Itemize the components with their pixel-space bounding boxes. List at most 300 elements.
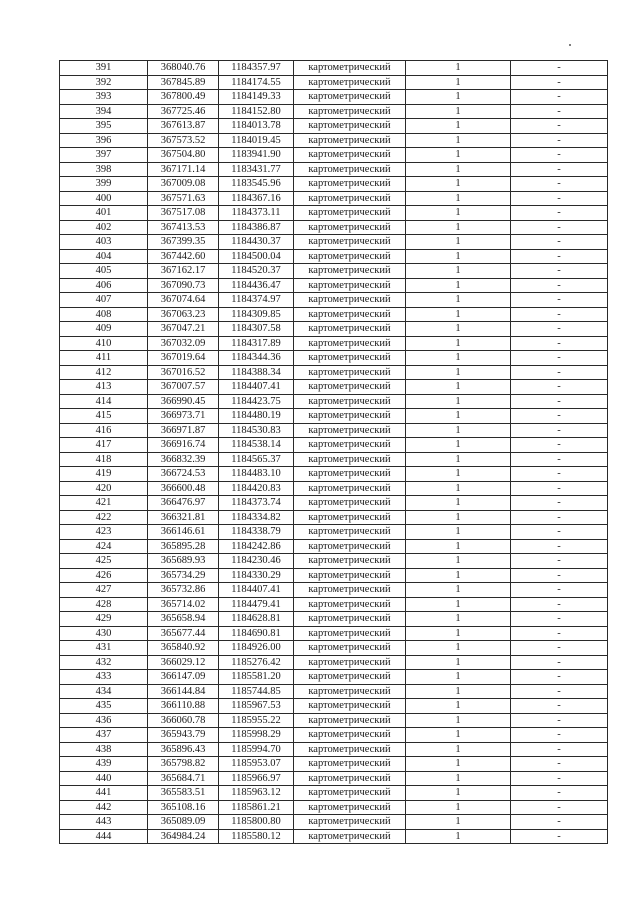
note-cell: -: [511, 626, 608, 641]
method-cell: картометрический: [294, 249, 406, 264]
point-number-cell: 394: [60, 104, 148, 119]
point-number-cell: 402: [60, 220, 148, 235]
method-cell: картометрический: [294, 220, 406, 235]
x-coordinate-cell: 367171.14: [148, 162, 219, 177]
point-number-cell: 399: [60, 177, 148, 192]
accuracy-cell: 1: [406, 786, 511, 801]
point-number-cell: 393: [60, 90, 148, 105]
y-coordinate-cell: 1184430.37: [219, 235, 294, 250]
method-cell: картометрический: [294, 800, 406, 815]
x-coordinate-cell: 366321.81: [148, 510, 219, 525]
method-cell: картометрический: [294, 641, 406, 656]
y-coordinate-cell: 1184317.89: [219, 336, 294, 351]
accuracy-cell: 1: [406, 641, 511, 656]
y-coordinate-cell: 1184480.19: [219, 409, 294, 424]
x-coordinate-cell: 365896.43: [148, 742, 219, 757]
x-coordinate-cell: 366600.48: [148, 481, 219, 496]
point-number-cell: 429: [60, 612, 148, 627]
y-coordinate-cell: 1184628.81: [219, 612, 294, 627]
x-coordinate-cell: 365658.94: [148, 612, 219, 627]
accuracy-cell: 1: [406, 394, 511, 409]
accuracy-cell: 1: [406, 235, 511, 250]
point-number-cell: 415: [60, 409, 148, 424]
y-coordinate-cell: 1183545.96: [219, 177, 294, 192]
table-row: [60, 510, 608, 525]
y-coordinate-cell: 1185800.80: [219, 815, 294, 830]
accuracy-cell: 1: [406, 496, 511, 511]
method-cell: картометрический: [294, 612, 406, 627]
x-coordinate-cell: 367016.52: [148, 365, 219, 380]
note-cell: -: [511, 380, 608, 395]
point-number-cell: 437: [60, 728, 148, 743]
table-row: [60, 162, 608, 177]
x-coordinate-cell: 367504.80: [148, 148, 219, 163]
x-coordinate-cell: 364984.24: [148, 829, 219, 844]
method-cell: картометрический: [294, 148, 406, 163]
note-cell: -: [511, 612, 608, 627]
x-coordinate-cell: 365734.29: [148, 568, 219, 583]
method-cell: картометрический: [294, 815, 406, 830]
method-cell: картометрический: [294, 829, 406, 844]
note-cell: -: [511, 365, 608, 380]
table-row: [60, 394, 608, 409]
point-number-cell: 423: [60, 525, 148, 540]
accuracy-cell: 1: [406, 757, 511, 772]
note-cell: -: [511, 568, 608, 583]
method-cell: картометрический: [294, 191, 406, 206]
note-cell: -: [511, 539, 608, 554]
method-cell: картометрический: [294, 554, 406, 569]
method-cell: картометрический: [294, 293, 406, 308]
note-cell: -: [511, 684, 608, 699]
table-row: [60, 568, 608, 583]
point-number-cell: 444: [60, 829, 148, 844]
table-row: [60, 742, 608, 757]
x-coordinate-cell: 366990.45: [148, 394, 219, 409]
y-coordinate-cell: 1184307.58: [219, 322, 294, 337]
table-row: [60, 452, 608, 467]
point-number-cell: 411: [60, 351, 148, 366]
table-row: [60, 655, 608, 670]
point-number-cell: 416: [60, 423, 148, 438]
table-row: [60, 626, 608, 641]
x-coordinate-cell: 367047.21: [148, 322, 219, 337]
y-coordinate-cell: 1184357.97: [219, 61, 294, 76]
x-coordinate-cell: 366147.09: [148, 670, 219, 685]
note-cell: -: [511, 423, 608, 438]
y-coordinate-cell: 1184530.83: [219, 423, 294, 438]
point-number-cell: 397: [60, 148, 148, 163]
note-cell: -: [511, 264, 608, 279]
point-number-cell: 391: [60, 61, 148, 76]
table-row: [60, 380, 608, 395]
accuracy-cell: 1: [406, 568, 511, 583]
method-cell: картометрический: [294, 467, 406, 482]
note-cell: -: [511, 481, 608, 496]
method-cell: картометрический: [294, 104, 406, 119]
y-coordinate-cell: 1184565.37: [219, 452, 294, 467]
table-row: [60, 249, 608, 264]
method-cell: картометрический: [294, 568, 406, 583]
note-cell: -: [511, 90, 608, 105]
y-coordinate-cell: 1185861.21: [219, 800, 294, 815]
method-cell: картометрический: [294, 119, 406, 134]
y-coordinate-cell: 1185580.12: [219, 829, 294, 844]
method-cell: картометрический: [294, 307, 406, 322]
accuracy-cell: 1: [406, 322, 511, 337]
table-row: [60, 684, 608, 699]
point-number-cell: 408: [60, 307, 148, 322]
x-coordinate-cell: 365677.44: [148, 626, 219, 641]
table-row: [60, 757, 608, 772]
note-cell: -: [511, 133, 608, 148]
table-row: [60, 148, 608, 163]
point-number-cell: 401: [60, 206, 148, 221]
accuracy-cell: 1: [406, 119, 511, 134]
coordinates-table: [59, 60, 608, 844]
table-row: [60, 104, 608, 119]
table-row: [60, 133, 608, 148]
table-row: [60, 815, 608, 830]
accuracy-cell: 1: [406, 452, 511, 467]
method-cell: картометрический: [294, 525, 406, 540]
note-cell: -: [511, 220, 608, 235]
accuracy-cell: 1: [406, 380, 511, 395]
point-number-cell: 396: [60, 133, 148, 148]
accuracy-cell: 1: [406, 148, 511, 163]
point-number-cell: 438: [60, 742, 148, 757]
accuracy-cell: 1: [406, 177, 511, 192]
x-coordinate-cell: 367413.53: [148, 220, 219, 235]
point-number-cell: 436: [60, 713, 148, 728]
point-number-cell: 431: [60, 641, 148, 656]
y-coordinate-cell: 1185581.20: [219, 670, 294, 685]
accuracy-cell: 1: [406, 104, 511, 119]
x-coordinate-cell: 367007.57: [148, 380, 219, 395]
method-cell: картометрический: [294, 510, 406, 525]
note-cell: -: [511, 597, 608, 612]
accuracy-cell: 1: [406, 467, 511, 482]
method-cell: картометрический: [294, 757, 406, 772]
x-coordinate-cell: 367800.49: [148, 90, 219, 105]
x-coordinate-cell: 366144.84: [148, 684, 219, 699]
accuracy-cell: 1: [406, 713, 511, 728]
y-coordinate-cell: 1184013.78: [219, 119, 294, 134]
point-number-cell: 421: [60, 496, 148, 511]
note-cell: -: [511, 235, 608, 250]
accuracy-cell: 1: [406, 75, 511, 90]
accuracy-cell: 1: [406, 278, 511, 293]
note-cell: -: [511, 583, 608, 598]
table-row: [60, 423, 608, 438]
point-number-cell: 406: [60, 278, 148, 293]
table-row: [60, 220, 608, 235]
accuracy-cell: 1: [406, 583, 511, 598]
method-cell: картометрический: [294, 206, 406, 221]
x-coordinate-cell: 366110.88: [148, 699, 219, 714]
table-row: [60, 699, 608, 714]
accuracy-cell: 1: [406, 815, 511, 830]
accuracy-cell: 1: [406, 90, 511, 105]
point-number-cell: 409: [60, 322, 148, 337]
note-cell: -: [511, 467, 608, 482]
y-coordinate-cell: 1184690.81: [219, 626, 294, 641]
x-coordinate-cell: 367090.73: [148, 278, 219, 293]
y-coordinate-cell: 1183941.90: [219, 148, 294, 163]
note-cell: -: [511, 148, 608, 163]
x-coordinate-cell: 367442.60: [148, 249, 219, 264]
note-cell: -: [511, 119, 608, 134]
y-coordinate-cell: 1184386.87: [219, 220, 294, 235]
note-cell: -: [511, 191, 608, 206]
table-row: [60, 61, 608, 76]
point-number-cell: 417: [60, 438, 148, 453]
note-cell: -: [511, 815, 608, 830]
x-coordinate-cell: 365732.86: [148, 583, 219, 598]
accuracy-cell: 1: [406, 409, 511, 424]
note-cell: -: [511, 655, 608, 670]
note-cell: -: [511, 394, 608, 409]
method-cell: картометрический: [294, 75, 406, 90]
y-coordinate-cell: 1184500.04: [219, 249, 294, 264]
method-cell: картометрический: [294, 699, 406, 714]
table-row: [60, 235, 608, 250]
note-cell: -: [511, 61, 608, 76]
method-cell: картометрический: [294, 496, 406, 511]
point-number-cell: 414: [60, 394, 148, 409]
table-row: [60, 119, 608, 134]
method-cell: картометрический: [294, 713, 406, 728]
point-number-cell: 422: [60, 510, 148, 525]
accuracy-cell: 1: [406, 684, 511, 699]
table-row: [60, 336, 608, 351]
x-coordinate-cell: 367573.52: [148, 133, 219, 148]
point-number-cell: 424: [60, 539, 148, 554]
y-coordinate-cell: 1184242.86: [219, 539, 294, 554]
y-coordinate-cell: 1184538.14: [219, 438, 294, 453]
accuracy-cell: 1: [406, 293, 511, 308]
y-coordinate-cell: 1185994.70: [219, 742, 294, 757]
y-coordinate-cell: 1184230.46: [219, 554, 294, 569]
method-cell: картометрический: [294, 278, 406, 293]
y-coordinate-cell: 1184367.16: [219, 191, 294, 206]
y-coordinate-cell: 1184407.41: [219, 583, 294, 598]
point-number-cell: 398: [60, 162, 148, 177]
table-row: [60, 293, 608, 308]
note-cell: -: [511, 800, 608, 815]
y-coordinate-cell: 1184330.29: [219, 568, 294, 583]
x-coordinate-cell: 365684.71: [148, 771, 219, 786]
accuracy-cell: 1: [406, 597, 511, 612]
accuracy-cell: 1: [406, 133, 511, 148]
point-number-cell: 433: [60, 670, 148, 685]
accuracy-cell: 1: [406, 336, 511, 351]
note-cell: -: [511, 249, 608, 264]
note-cell: -: [511, 322, 608, 337]
x-coordinate-cell: 365840.92: [148, 641, 219, 656]
y-coordinate-cell: 1184388.34: [219, 365, 294, 380]
method-cell: картометрический: [294, 394, 406, 409]
y-coordinate-cell: 1184373.11: [219, 206, 294, 221]
point-number-cell: 443: [60, 815, 148, 830]
note-cell: -: [511, 307, 608, 322]
table-row: [60, 278, 608, 293]
x-coordinate-cell: 367009.08: [148, 177, 219, 192]
y-coordinate-cell: 1184520.37: [219, 264, 294, 279]
table-row: [60, 713, 608, 728]
x-coordinate-cell: 367074.64: [148, 293, 219, 308]
note-cell: -: [511, 206, 608, 221]
accuracy-cell: 1: [406, 612, 511, 627]
point-number-cell: 392: [60, 75, 148, 90]
point-number-cell: 434: [60, 684, 148, 699]
method-cell: картометрический: [294, 786, 406, 801]
table-row: [60, 525, 608, 540]
x-coordinate-cell: 367019.64: [148, 351, 219, 366]
point-number-cell: 426: [60, 568, 148, 583]
method-cell: картометрический: [294, 670, 406, 685]
accuracy-cell: 1: [406, 351, 511, 366]
y-coordinate-cell: 1184174.55: [219, 75, 294, 90]
table-row: [60, 307, 608, 322]
x-coordinate-cell: 366029.12: [148, 655, 219, 670]
note-cell: -: [511, 496, 608, 511]
x-coordinate-cell: 366724.53: [148, 467, 219, 482]
accuracy-cell: 1: [406, 728, 511, 743]
x-coordinate-cell: 367725.46: [148, 104, 219, 119]
accuracy-cell: 1: [406, 655, 511, 670]
table-row: [60, 90, 608, 105]
accuracy-cell: 1: [406, 525, 511, 540]
note-cell: -: [511, 336, 608, 351]
note-cell: -: [511, 510, 608, 525]
table-row: [60, 481, 608, 496]
x-coordinate-cell: 367613.87: [148, 119, 219, 134]
y-coordinate-cell: 1185967.53: [219, 699, 294, 714]
x-coordinate-cell: 365689.93: [148, 554, 219, 569]
method-cell: картометрический: [294, 481, 406, 496]
table-row: [60, 177, 608, 192]
point-number-cell: 420: [60, 481, 148, 496]
x-coordinate-cell: 367399.35: [148, 235, 219, 250]
accuracy-cell: 1: [406, 307, 511, 322]
note-cell: -: [511, 452, 608, 467]
x-coordinate-cell: 366916.74: [148, 438, 219, 453]
y-coordinate-cell: 1185963.12: [219, 786, 294, 801]
y-coordinate-cell: 1185953.07: [219, 757, 294, 772]
table-row: [60, 583, 608, 598]
point-number-cell: 403: [60, 235, 148, 250]
y-coordinate-cell: 1184338.79: [219, 525, 294, 540]
point-number-cell: 410: [60, 336, 148, 351]
table-row: [60, 641, 608, 656]
table-row: [60, 786, 608, 801]
y-coordinate-cell: 1184019.45: [219, 133, 294, 148]
table-row: [60, 351, 608, 366]
x-coordinate-cell: 365089.09: [148, 815, 219, 830]
point-number-cell: 441: [60, 786, 148, 801]
x-coordinate-cell: 367162.17: [148, 264, 219, 279]
accuracy-cell: 1: [406, 554, 511, 569]
method-cell: картометрический: [294, 684, 406, 699]
note-cell: -: [511, 525, 608, 540]
method-cell: картометрический: [294, 423, 406, 438]
y-coordinate-cell: 1184436.47: [219, 278, 294, 293]
method-cell: картометрический: [294, 742, 406, 757]
accuracy-cell: 1: [406, 220, 511, 235]
y-coordinate-cell: 1184479.41: [219, 597, 294, 612]
note-cell: -: [511, 742, 608, 757]
method-cell: картометрический: [294, 235, 406, 250]
scan-mark: [569, 44, 571, 46]
accuracy-cell: 1: [406, 264, 511, 279]
table-row: [60, 75, 608, 90]
y-coordinate-cell: 1184407.41: [219, 380, 294, 395]
x-coordinate-cell: 368040.76: [148, 61, 219, 76]
point-number-cell: 395: [60, 119, 148, 134]
x-coordinate-cell: 365895.28: [148, 539, 219, 554]
y-coordinate-cell: 1184309.85: [219, 307, 294, 322]
accuracy-cell: 1: [406, 365, 511, 380]
point-number-cell: 439: [60, 757, 148, 772]
accuracy-cell: 1: [406, 61, 511, 76]
point-number-cell: 404: [60, 249, 148, 264]
y-coordinate-cell: 1184152.80: [219, 104, 294, 119]
accuracy-cell: 1: [406, 206, 511, 221]
method-cell: картометрический: [294, 626, 406, 641]
y-coordinate-cell: 1185966.97: [219, 771, 294, 786]
table-row: [60, 322, 608, 337]
accuracy-cell: 1: [406, 191, 511, 206]
x-coordinate-cell: 365714.02: [148, 597, 219, 612]
table-row: [60, 264, 608, 279]
method-cell: картометрический: [294, 438, 406, 453]
method-cell: картометрический: [294, 61, 406, 76]
table-row: [60, 539, 608, 554]
table-row: [60, 728, 608, 743]
note-cell: -: [511, 670, 608, 685]
method-cell: картометрический: [294, 452, 406, 467]
y-coordinate-cell: 1184344.36: [219, 351, 294, 366]
method-cell: картометрический: [294, 583, 406, 598]
coordinates-table-body: [60, 61, 608, 844]
note-cell: -: [511, 699, 608, 714]
x-coordinate-cell: 365943.79: [148, 728, 219, 743]
method-cell: картометрический: [294, 771, 406, 786]
note-cell: -: [511, 162, 608, 177]
note-cell: -: [511, 771, 608, 786]
point-number-cell: 412: [60, 365, 148, 380]
point-number-cell: 419: [60, 467, 148, 482]
x-coordinate-cell: 366146.61: [148, 525, 219, 540]
table-row: [60, 206, 608, 221]
table-row: [60, 554, 608, 569]
method-cell: картометрический: [294, 728, 406, 743]
x-coordinate-cell: 365798.82: [148, 757, 219, 772]
point-number-cell: 442: [60, 800, 148, 815]
table-row: [60, 670, 608, 685]
table-row: [60, 829, 608, 844]
point-number-cell: 427: [60, 583, 148, 598]
accuracy-cell: 1: [406, 742, 511, 757]
y-coordinate-cell: 1184420.83: [219, 481, 294, 496]
x-coordinate-cell: 366971.87: [148, 423, 219, 438]
point-number-cell: 400: [60, 191, 148, 206]
table-row: [60, 191, 608, 206]
accuracy-cell: 1: [406, 670, 511, 685]
x-coordinate-cell: 367517.08: [148, 206, 219, 221]
method-cell: картометрический: [294, 597, 406, 612]
